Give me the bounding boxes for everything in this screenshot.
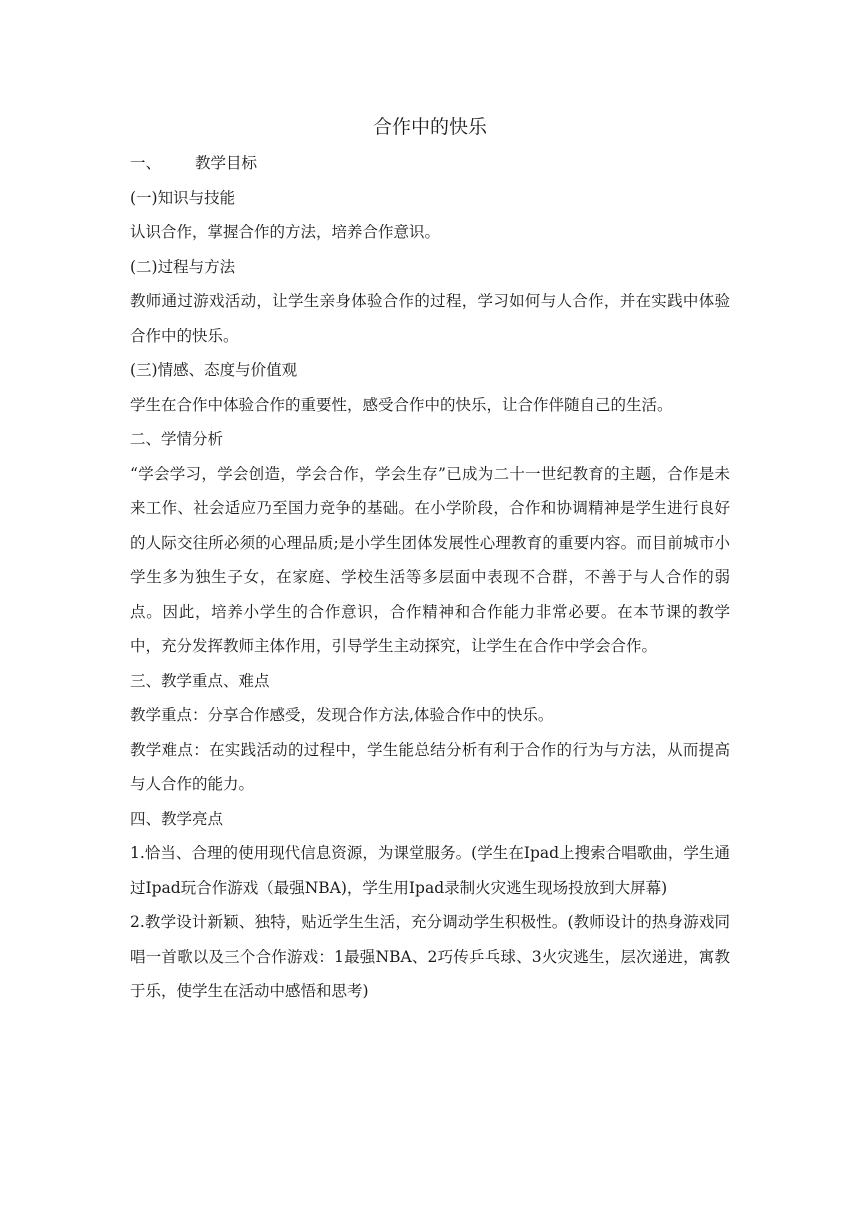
highlight-item-1: 1.恰当、合理的使用现代信息资源，为课堂服务。(学生在Ipad上搜索合唱歌曲，学生通过Ipad玩合作游戏（最强NBA)，学生用Ipad录制火灾逃生现场投放到大屏幕) (130, 844, 730, 897)
section-1-heading (130, 146, 730, 181)
section-1-number: 一、 (130, 154, 162, 172)
subsection-attitude-heading: (三)情感、态度与价值观 (130, 361, 298, 379)
key-point-text: 教学重点：分享合作感受，发现合作方法,体验合作中的快乐。 (130, 706, 554, 724)
document-page (130, 112, 730, 1009)
document-title: 合作中的快乐 (372, 116, 487, 138)
subsection-process-heading: (二)过程与方法 (130, 257, 236, 276)
difficult-point-text: 教学难点：在实践活动的过程中，学生能总结分析有利于合作的行为与方法，从而提高与人合作的能力。 (130, 740, 730, 793)
section-1-title: 教学目标 (195, 154, 258, 172)
section-3-heading: 三、教学重点、难点 (130, 671, 270, 690)
section-4-heading: 四、教学亮点 (130, 809, 224, 828)
highlight-item-2: 2.教学设计新颖、独特，贴近学生生活，充分调动学生积极性。(教师设计的热身游戏同唱一首歌以及三个合作游戏：1最强NBA、2巧传乒乓球、3火灾逃生，层次递进，寓教于乐，使学生在活动中感悟和思考) (130, 913, 730, 1000)
subsection-knowledge-text: 认识合作，掌握合作的方法，培养合作意识。 (130, 223, 441, 241)
subsection-process-text: 教师通过游戏活动，让学生亲身体验合作的过程，学习如何与人合作，并在实践中体验合作中的快乐。 (130, 292, 730, 345)
subsection-attitude-text: 学生在合作中体验合作的重要性，感受合作中的快乐，让合作伴随自己的生活。 (130, 395, 673, 414)
section-2-text: “学会学习，学会创造，学会合作，学会生存”已成为二十一世纪教育的主题，合作是未来工作、社会适应乃至国力竞争的基础。在小学阶段，合作和协调精神是学生进行良好的人际交往所必须的心理品质;是小学生团体发展性心理教育的重要内容。而目前城市小学生多为独生子女，在家庭、学校生活等多层面中表现不合群，不善于与人合作的弱点。因此，培养小学生的合作意识，合作精神和合作能力非常必要。在本节课的教学中，充分发挥教师主体作用，引导学生主动探究，让学生在合作中学会合作。 (130, 464, 730, 655)
subsection-knowledge-heading: (一)知识与技能 (130, 188, 236, 207)
section-2-heading: 二、学情分析 (130, 430, 224, 448)
